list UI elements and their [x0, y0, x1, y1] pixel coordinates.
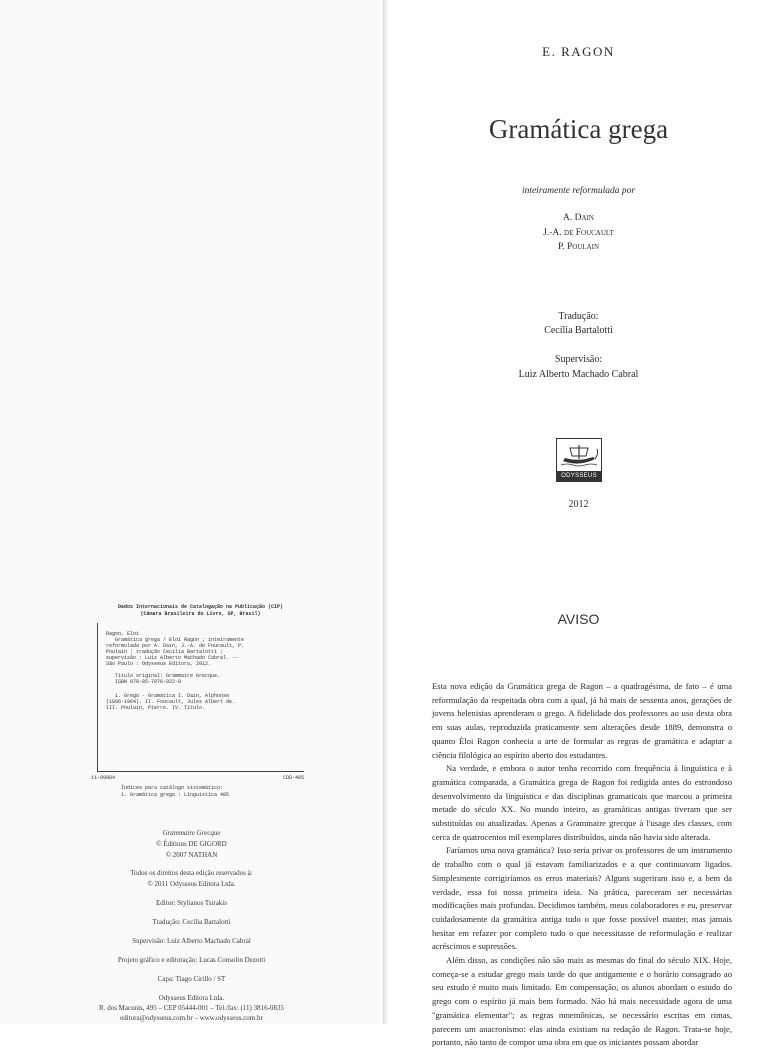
cip-index-title: Índices para catálogo sistemático: — [121, 785, 224, 791]
aviso-paragraph: Na verdade, e embora o autor tenha recorrido com frequência à linguística e à gramática comparada, a Gramática grega de Ragon foi redigida antes do estrondoso desenvolvimento da linguística e das disciplinas gramaticais que marcou a primeira metade do século XX. No mundo inteiro, as gramáticas antigas tiveram que ser substituídas ou atualizadas. Apenas a Grammaire grecque à l'usage des classes, com cerca de quatrocentos mil exemplares distribuídos, ainda não havia sido alterada. — [432, 763, 732, 842]
cip-line: supervisão : Luiz Alberto Machado Cabral. -- — [106, 655, 239, 661]
cip-line: Ragon, Eloi — [106, 631, 140, 637]
cip-line: III. Poulain, Pierre. IV. Título. — [106, 705, 206, 711]
left-page — [0, 0, 383, 1024]
cip-header — [93, 604, 308, 618]
cip-line: (1896-1964). II. Foucault, Jules Albert de. — [106, 699, 236, 705]
publisher-name: Odysseus Editora Ltda. — [158, 994, 225, 1002]
cip-number: 11-09984 — [91, 775, 116, 781]
aviso-body — [432, 680, 732, 1050]
supervisor-name: Luiz Alberto Machado Cabral — [518, 369, 639, 380]
revisor-name: Poulain — [566, 242, 600, 252]
copyright-line: © Éditions DE GIGORD — [156, 840, 227, 848]
book-title: Gramática grega — [488, 114, 669, 144]
supervision-label: Supervisão: — [554, 354, 603, 365]
cip-line: Poulain ; tradução Cecília Bartalotti ; — [106, 649, 224, 655]
publisher-contact: editora@odysseus.com.br – www.odysseus.com.br — [120, 1014, 263, 1022]
revisor-initial: A. — [563, 213, 575, 223]
revisor-name: de Foucault — [564, 228, 614, 238]
translator-name: Cecília Bartalotti — [544, 325, 613, 336]
aviso-paragraph: Esta nova edição da Gramática grega de Ragon – a quadragésima, de fato – é uma reformulação da respeitada obra com a qual, já há mais de sessenta anos, gerações de jovens helenistas aprenderam o grego. A fidelidade dos professores ao uso desta obra em suas aulas, reproduzida praticamente sem alterações desde 1889, demonstra o quanto Éloi Ragon conhecia a arte de formular as regras de gramática e adaptar a ciência filológica ao espírito aberto dos estudantes. — [432, 681, 732, 760]
cip-header-line: (Câmara Brasileira do Livro, SP, Brasil) — [140, 611, 261, 617]
cip-line: Título original: Grammaire Grecque. — [106, 673, 221, 679]
publication-year: 2012 — [568, 499, 589, 510]
translation-credit: Tradução: Cecília Bartalotti — [152, 918, 231, 926]
right-page — [389, 0, 768, 1048]
revisor-line — [389, 212, 768, 225]
supervision-credit: Supervisão: Luiz Alberto Machado Cabral — [132, 937, 251, 945]
cip-line: Gramática grega / Eloi Ragon ; inteiramente — [106, 637, 245, 643]
aviso-paragraph: Faríamos uma nova gramática? Isso seria privar os professores de um instrumento de trabalho com o qual já estavam familiarizados e a que continuavam ligados. Simplesmente corrigiríamos os erros materiais? Alguns sugeriram isso e, a bem da verdade, essa foi nossa primeira ideia. Na prática, pareceram ser necessárias modificações mais profundas. Decidimos também, meus colaboradores e eu, preservar cuidadosamente da gramática antiga tudo o que fosse possível manter, mas jamais hesitar em refazer por completo tudo o que necessitasse de reformulação e realizar acréscimos e supressões. — [432, 845, 732, 952]
cip-index-entry: 1. Gramática grega : Linguística 485 — [121, 791, 230, 798]
book-subtitle: inteiramente reformulada por — [521, 186, 636, 196]
publisher-logo — [556, 438, 602, 482]
cip-line: 1. Grego - Gramática I. Dain, Alphonse — [106, 693, 230, 699]
cip-index — [121, 785, 229, 798]
revisor-initial: J.-A. — [543, 228, 565, 238]
aviso-heading: AVISO — [557, 611, 600, 627]
rights-line: Todos os direitos desta edição reservados à: — [130, 869, 253, 877]
translation-label: Tradução: — [558, 311, 599, 322]
cip-header-line: Dados Internacionais de Catalogação na Publicação (CIP) — [117, 604, 284, 610]
design-credit: Projeto gráfico e editoração: Lucas Consolin Dezotti — [117, 956, 266, 964]
cip-box — [97, 623, 304, 772]
revisor-line — [389, 227, 768, 240]
cip-cdd: CDD-485 — [283, 775, 305, 781]
cip-line: São Paulo : Odysseus Editora, 2012. — [106, 661, 212, 667]
rights-line: © 2011 Odysseus Editora Ltda. — [147, 880, 236, 888]
author-name: E. RAGON — [542, 44, 615, 59]
cover-credit: Capa: Tiago Cirillo / ST — [157, 975, 226, 983]
revisor-line — [389, 241, 768, 254]
cip-line: reformulada por A. Dain, J.-A. de Foucault, P. — [106, 643, 245, 649]
revisor-initial: P. — [557, 242, 567, 252]
cip-catalog-card — [91, 604, 308, 798]
original-title: Grammaire Grecque — [162, 829, 221, 837]
aviso-paragraph: Além disso, as condições não são mais as mesmas do final do século XIX. Hoje, começa-se a estudar grego mais tarde do que antigamente e o horário consagrado ao seu estudo é muito mais limitado. Em compensação, os alunos abordam o estudo do grego com o espírito já mais bem formado. Não há mais necessidade agora de uma "gramática elementar"; as regras mnemônicas, se necessário escritas em rimas, parecem um anacronismo: elas ainda existiam na redação de Ragon. Trata-se hoje, portanto, não tanto de compor uma obra em que os iniciantes possam abordar — [432, 955, 732, 1048]
publisher-address: R. dos Macunis, 495 – CEP 05444-001 – Tel./fax: (11) 3816-0835 — [99, 1004, 284, 1012]
publisher-logo-text: ODYSSEUS — [557, 471, 601, 481]
copyright-line: © 2007 NATHAN — [165, 851, 218, 859]
cip-line: ISBN 978-85-7876-022-9 — [106, 679, 182, 685]
ship-icon — [557, 439, 601, 471]
editor-credit: Editor: Stylianos Tsirakis — [156, 899, 227, 907]
revisor-name: Dain — [574, 213, 594, 223]
